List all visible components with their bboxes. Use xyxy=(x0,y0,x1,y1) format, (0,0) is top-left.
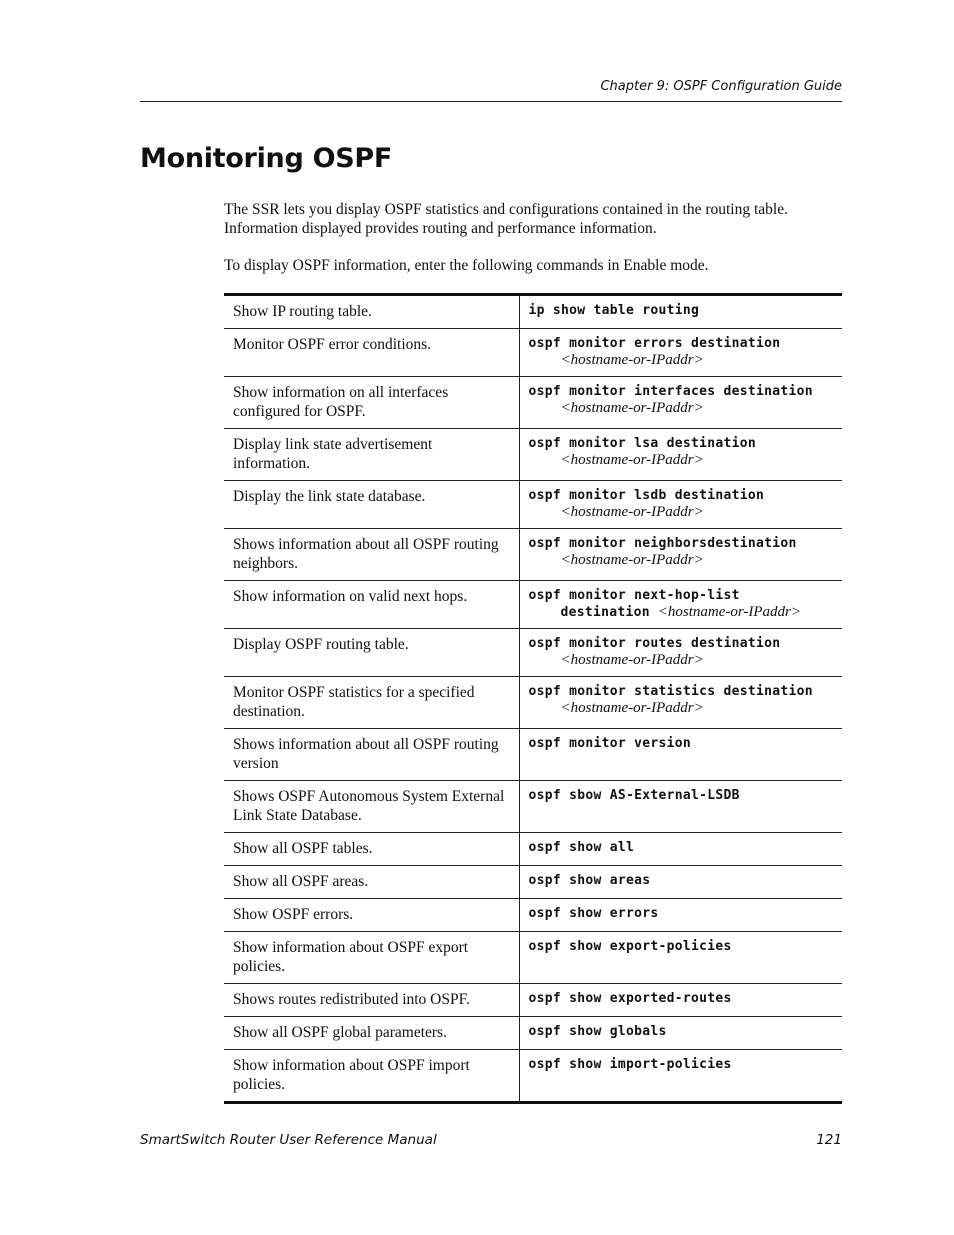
command-continuation xyxy=(529,700,835,717)
command-argument: <hostname-or-IPaddr> xyxy=(560,700,704,716)
command-cell xyxy=(519,295,842,329)
table-row xyxy=(224,629,842,677)
table-row xyxy=(224,932,842,984)
command-description: Show information on valid next hops. xyxy=(224,581,519,629)
command-continuation xyxy=(529,504,835,521)
command-description: Show all OSPF tables. xyxy=(224,833,519,866)
command-cell xyxy=(519,932,842,984)
command-description: Shows information about all OSPF routing version xyxy=(224,729,519,781)
command-continuation xyxy=(529,452,835,469)
table-row xyxy=(224,729,842,781)
intro-paragraph: The SSR lets you display OSPF statistics and configurations contained in the routing table. Information displayed provides routing and performance information. xyxy=(224,201,788,237)
command-description: Show OSPF errors. xyxy=(224,899,519,932)
command-syntax: ip show table routing xyxy=(528,303,700,318)
table-row xyxy=(224,329,842,377)
command-argument: <hostname-or-IPaddr> xyxy=(560,504,704,520)
command-argument: <hostname-or-IPaddr> xyxy=(560,352,704,368)
table-row xyxy=(224,481,842,529)
command-cell xyxy=(519,984,842,1017)
command-description: Shows information about all OSPF routing neighbors. xyxy=(224,529,519,581)
command-cell xyxy=(519,581,842,629)
table-row xyxy=(224,677,842,729)
command-description: Display OSPF routing table. xyxy=(224,629,519,677)
page-title: Monitoring OSPF xyxy=(140,143,393,174)
command-cell xyxy=(519,329,842,377)
command-syntax: ospf sbow AS-External-LSDB xyxy=(528,788,740,803)
command-cell xyxy=(519,781,842,833)
command-description: Show information about OSPF import policies. xyxy=(224,1050,519,1103)
table-row xyxy=(224,781,842,833)
command-continuation xyxy=(529,352,835,369)
command-cell xyxy=(519,729,842,781)
command-syntax: ospf show all xyxy=(528,840,635,855)
command-cell xyxy=(519,429,842,481)
command-cell xyxy=(519,833,842,866)
header-divider xyxy=(140,101,842,102)
command-argument: <hostname-or-IPaddr> xyxy=(657,604,801,620)
command-continuation xyxy=(529,552,835,569)
table-row xyxy=(224,984,842,1017)
table-row xyxy=(224,1017,842,1050)
command-syntax: ospf monitor lsdb destination xyxy=(528,488,765,503)
instruction-paragraph: To display OSPF information, enter the following commands in Enable mode. xyxy=(224,257,709,274)
command-cell xyxy=(519,899,842,932)
command-description: Show all OSPF areas. xyxy=(224,866,519,899)
command-description: Display the link state database. xyxy=(224,481,519,529)
command-syntax: ospf show errors xyxy=(528,906,659,921)
command-description: Shows OSPF Autonomous System External Link State Database. xyxy=(224,781,519,833)
command-syntax: ospf monitor errors destination xyxy=(528,336,781,351)
command-cell xyxy=(519,866,842,899)
command-continuation xyxy=(529,652,835,669)
command-argument: <hostname-or-IPaddr> xyxy=(560,552,704,568)
command-syntax: ospf show areas xyxy=(528,873,651,888)
page-number: 121 xyxy=(816,1132,842,1148)
chapter-header: Chapter 9: OSPF Configuration Guide xyxy=(600,79,842,94)
command-syntax: ospf show import-policies xyxy=(528,1057,732,1072)
table-row xyxy=(224,833,842,866)
command-description: Monitor OSPF error conditions. xyxy=(224,329,519,377)
table-row xyxy=(224,529,842,581)
command-argument: <hostname-or-IPaddr> xyxy=(560,452,704,468)
command-syntax: ospf monitor neighborsdestination xyxy=(528,536,797,551)
command-cell xyxy=(519,1017,842,1050)
command-table xyxy=(224,293,842,1104)
command-syntax: ospf show exported-routes xyxy=(528,991,732,1006)
command-description: Show all OSPF global parameters. xyxy=(224,1017,519,1050)
command-cell xyxy=(519,481,842,529)
command-continuation xyxy=(529,400,835,417)
command-syntax: ospf show globals xyxy=(528,1024,667,1039)
command-cell xyxy=(519,1050,842,1103)
command-description: Monitor OSPF statistics for a specified destination. xyxy=(224,677,519,729)
command-description: Show IP routing table. xyxy=(224,295,519,329)
command-description: Display link state advertisement information. xyxy=(224,429,519,481)
command-argument: <hostname-or-IPaddr> xyxy=(560,652,704,668)
command-cell xyxy=(519,529,842,581)
command-argument: <hostname-or-IPaddr> xyxy=(560,400,704,416)
command-syntax: ospf monitor version xyxy=(528,736,692,751)
table-row xyxy=(224,295,842,329)
command-description: Show information about OSPF export policies. xyxy=(224,932,519,984)
table-row xyxy=(224,899,842,932)
footer-manual-title: SmartSwitch Router User Reference Manual xyxy=(140,1132,437,1148)
table-row xyxy=(224,1050,842,1103)
table-row xyxy=(224,866,842,899)
command-description: Show information on all interfaces configured for OSPF. xyxy=(224,377,519,429)
command-syntax: ospf monitor statistics destination xyxy=(528,684,813,699)
command-syntax: ospf monitor routes destination xyxy=(528,636,781,651)
table-row xyxy=(224,377,842,429)
command-cell xyxy=(519,677,842,729)
command-cell xyxy=(519,629,842,677)
table-row xyxy=(224,581,842,629)
table-row xyxy=(224,429,842,481)
command-description: Shows routes redistributed into OSPF. xyxy=(224,984,519,1017)
command-syntax: ospf monitor lsa destination xyxy=(528,436,757,451)
command-syntax: ospf show export-policies xyxy=(528,939,732,954)
command-syntax: ospf monitor next-hop-list xyxy=(528,588,740,603)
command-syntax: ospf monitor interfaces destination xyxy=(528,384,813,399)
command-cell xyxy=(519,377,842,429)
command-table-body xyxy=(224,295,842,1103)
command-keyword: destination xyxy=(560,605,650,620)
command-continuation xyxy=(529,604,835,621)
